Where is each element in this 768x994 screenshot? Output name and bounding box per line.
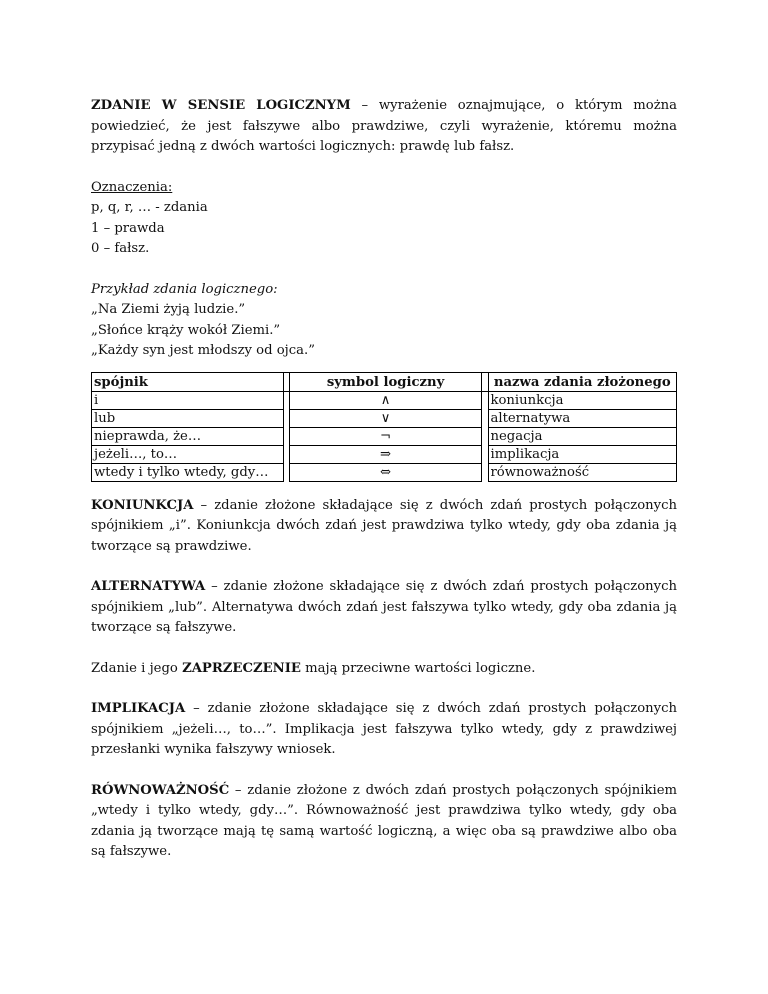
example-section [91,280,677,362]
notation-line: 0 – fałsz. [91,241,150,256]
table-cell-name: negacja [488,427,677,445]
connectives-table [91,372,677,482]
table-row [92,445,677,463]
alternative-paragraph [91,577,677,639]
notation-line: 1 – prawda [91,220,165,236]
table-cell-symbol: ⇔ [290,463,481,481]
table-row [92,391,677,409]
intro-paragraph [91,96,677,158]
table-cell-connective: wtedy i tylko wtedy, gdy… [92,463,284,481]
table-header-connective: spójnik [92,372,284,391]
negation-before: Zdanie i jego [91,660,183,676]
document-page [91,96,677,863]
implication-paragraph [91,699,677,761]
table-cell-name: równoważność [488,463,677,481]
table-row [92,409,677,427]
implication-text: – zdanie złożone składające się z dwóch zdań prostych połączonych spójnikiem „jeżeli…, to…”. Implikacja jest fałszywa tylko wtedy, gdy z prawdziwej przesłanki wynika fałszywy wniosek. [91,701,677,757]
implication-term: IMPLIKACJA [91,701,186,716]
table-cell-name: implikacja [488,445,677,463]
table-header-name: nazwa zdania złożonego [488,372,677,391]
equivalence-term: RÓWNOWAŻNOŚĆ [91,782,230,798]
equivalence-paragraph [91,781,677,863]
negation-after: mają przeciwne wartości logiczne. [300,660,536,676]
alternative-text: – zdanie złożone składające się z dwóch zdań prostych połączonych spójnikiem „lub”. Alternatywa dwóch zdań jest fałszywa tylko wtedy, gdy oba zdania ją tworzące są fałszywe. [91,579,677,635]
example-line: „Każdy syn jest młodszy od ojca.” [91,343,315,358]
notation-heading: Oznaczenia: [91,179,173,195]
table-row [92,463,677,481]
table-cell-name: alternatywa [488,409,677,427]
notation-section [91,178,677,260]
table-row [92,427,677,445]
conjunction-paragraph [91,496,677,558]
example-line: „Słońce krąży wokół Ziemi.” [91,322,281,338]
table-cell-connective: nieprawda, że… [92,427,284,445]
table-cell-symbol: ⇒ [290,445,481,463]
equivalence-text: – zdanie złożone z dwóch zdań prostych połączonych spójnikiem „wtedy i tylko wtedy, gdy…”. Równoważność jest prawdziwa tylko wtedy, gdy oba zdania ją tworzące mają tę samą wartość logiczną, a więc oba są prawdziwe albo oba są fałszywe. [91,782,677,859]
alternative-term: ALTERNATYWA [91,579,206,594]
table-cell-connective: jeżeli…, to… [92,445,284,463]
table-cell-connective: lub [92,409,284,427]
notation-line: p, q, r, … - zdania [91,200,208,215]
table-header-symbol: symbol logiczny [290,372,481,391]
table-cell-symbol: ∨ [290,409,481,427]
table-cell-symbol: ∧ [290,391,481,409]
table-cell-name: koniunkcja [488,391,677,409]
intro-term: ZDANIE W SENSIE LOGICZNYM [91,98,351,113]
negation-term: ZAPRZECZENIE [182,660,301,676]
negation-paragraph [91,659,677,680]
example-line: „Na Ziemi żyją ludzie.” [91,302,246,317]
conjunction-term: KONIUNKCJA [91,497,194,513]
conjunction-text: – zdanie złożone składające się z dwóch zdań prostych połączonych spójnikiem „i”. Koniunkcja dwóch zdań jest prawdziwa tylko wtedy, gdy oba zdania ją tworzące są prawdziwe. [91,497,677,554]
table-cell-connective: i [92,391,284,409]
table-header-row [92,372,677,391]
intro-text: – wyrażenie oznajmujące, o którym można powiedzieć, że jest fałszywe albo prawdziwe, czyli wyrażenie, któremu można przypisać jedną z dwóch wartości logicznych: prawdę lub fałsz. [91,98,677,154]
table-cell-symbol: ¬ [290,427,481,445]
example-heading: Przykład zdania logicznego: [91,281,278,297]
